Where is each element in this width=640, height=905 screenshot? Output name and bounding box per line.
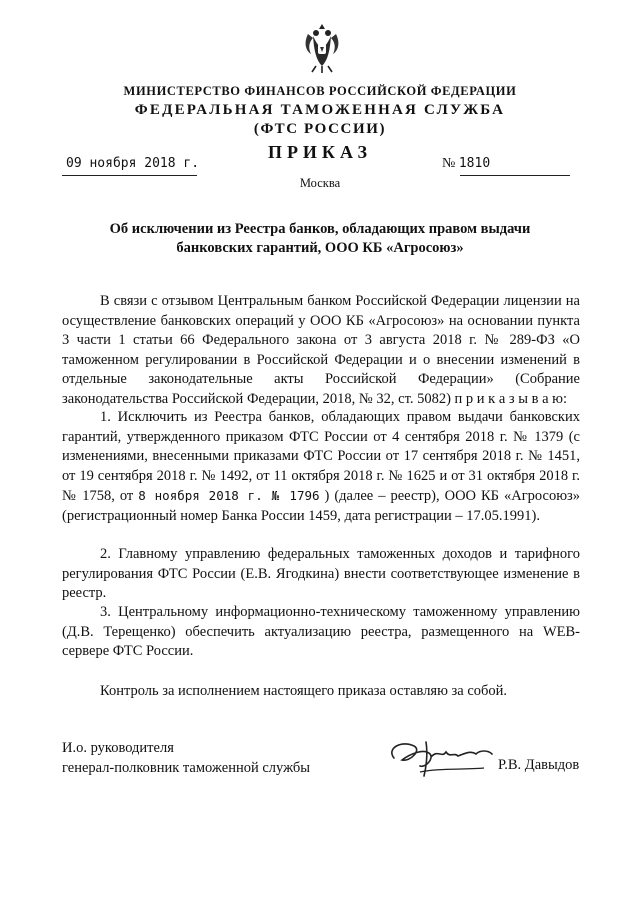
handwritten-signature [380, 728, 500, 784]
number-label: № [442, 156, 456, 171]
ministry-name: МИНИСТЕРСТВО ФИНАНСОВ РОССИЙСКОЙ ФЕДЕРАЦИИ [123, 84, 517, 98]
item-3-paragraph [62, 603, 580, 662]
city: Москва [299, 176, 341, 190]
subject-line-1: Об исключении из Реестра банков, обладающих правом выдачи [109, 221, 531, 237]
item-1-paragraph [62, 408, 580, 527]
signer-title-line-2: генерал-полковник таможенной службы [62, 760, 311, 776]
coat-of-arms-emblem [300, 20, 344, 74]
control-paragraph [62, 682, 580, 702]
item-2-paragraph [62, 545, 580, 604]
signer-title-line-1: И.о. руководителя [62, 740, 174, 756]
signer-title [62, 738, 310, 778]
item-3-text: 3. Центральному информационно-техническому таможенному управлению (Д.В. Терещенко) обеспечить актуализацию реестра, размещенного на WEB-сервере ФТС России. [62, 604, 580, 660]
item-1-stamp: 8 ноября 2018 г. № 1796 [138, 488, 320, 504]
number-value: 1810 [458, 156, 491, 171]
document-type: ПРИКАЗ [267, 142, 373, 162]
item-1-before: 1. Исключить из Реестра банков, обладающих правом выдачи банковских гарантий, утвержденного приказом ФТС России от 4 сентября 2018 г. № 1379 (с изменениями, внесенными приказами ФТС России от 17 сентября 2018 г. № 1451, от 19 сентября 2018 г. № 1492, от 11 октября 2018 г. № 1625 и от 31 октября 2018 г. № 1758, от [62, 409, 580, 505]
service-short-name: (ФТС РОССИИ) [253, 121, 387, 137]
item-1-text [62, 408, 580, 527]
signer-name: Р.В. Давыдов [498, 757, 580, 773]
item-1-after: ) (далее – реестр), ООО КБ «Агросоюз» (регистрационный номер Банка России 1459, дата регистрации – 17.05.1991). [62, 488, 581, 524]
preamble-paragraph [62, 292, 580, 410]
document-subject [0, 220, 640, 258]
item-2-text: 2. Главному управлению федеральных таможенных доходов и тарифного регулирования ФТС России (Е.В. Ягодкина) внести соответствующее изменение в реестр. [62, 546, 580, 602]
document-date: 09 ноября 2018 г. [66, 156, 200, 171]
control-text: Контроль за исполнением настоящего приказа оставляю за собой. [100, 683, 508, 699]
subject-line-2: банковских гарантий, ООО КБ «Агросоюз» [176, 240, 464, 256]
document-number [442, 156, 490, 172]
service-name: ФЕДЕРАЛЬНАЯ ТАМОЖЕННАЯ СЛУЖБА [134, 102, 506, 118]
preamble-text: В связи с отзывом Центральным банком Российской Федерации лицензии на осуществление банковских операций у ООО КБ «Агросоюз» на основании пункта 3 части 1 статьи 66 Федерального закона от 3 августа 2018 г. № 289-ФЗ «О таможенном регулировании в Российской Федерации и о внесении изменений в отдельные законодательные акты Российской Федерации» (Собрание законодательства Российской Федерации, 2018, № 32, ст. 5082) п р и к а з ы в а ю: [62, 293, 580, 407]
